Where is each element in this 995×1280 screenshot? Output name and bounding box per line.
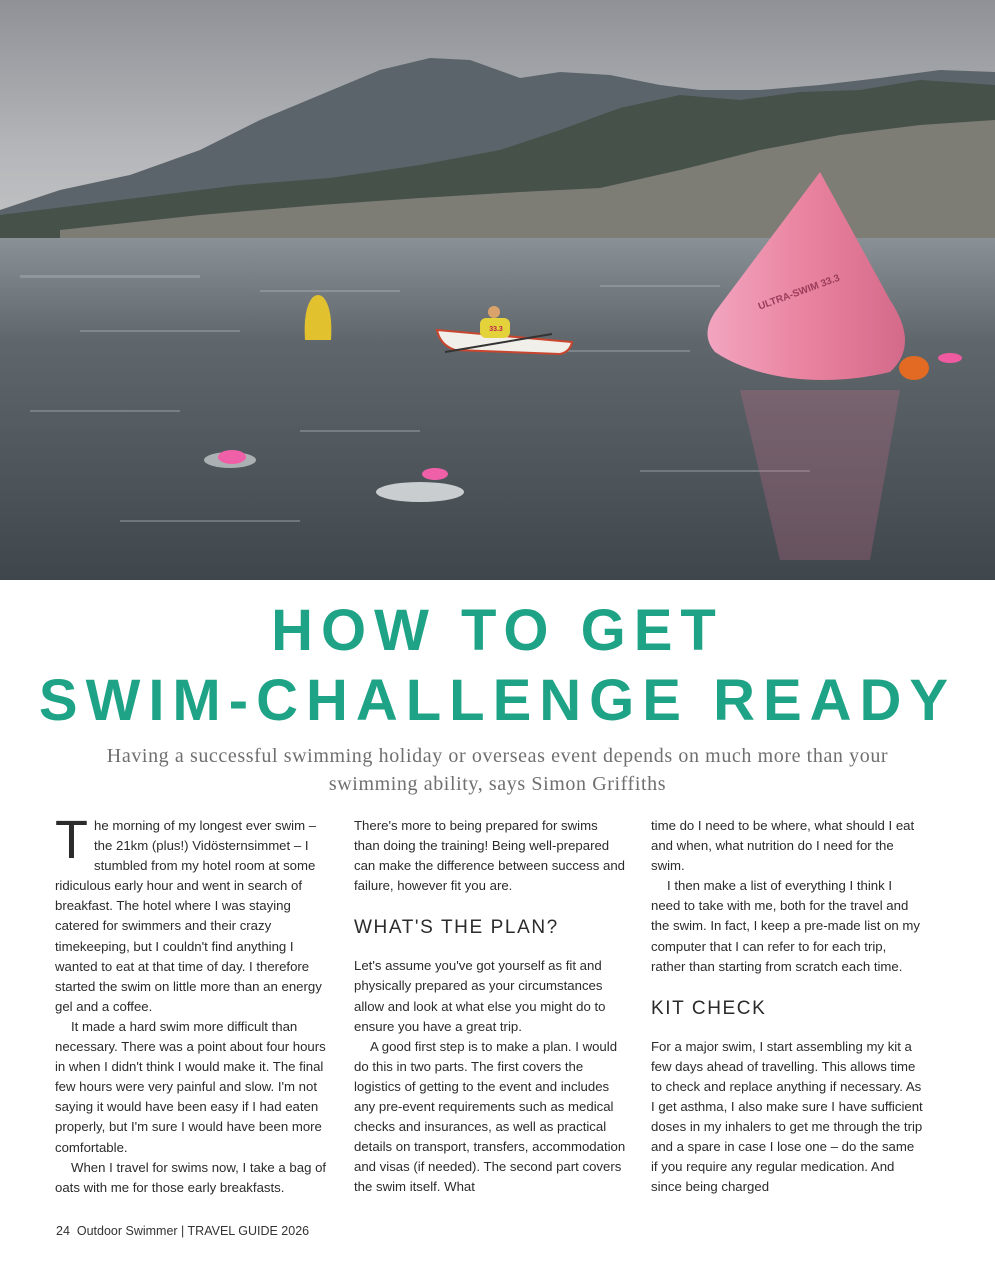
swimmer-cap-1: [218, 450, 246, 464]
title-line-1: HOW TO GET: [271, 598, 724, 663]
swimmer-cap-far: [938, 353, 962, 363]
article-standfirst: Having a successful swimming holiday or overseas event depends on much more than your swimming ability, says Simon Griffiths: [106, 745, 889, 795]
paragraph: Let's assume you've got yourself as fit and physically prepared as your circumstances allow and look at what else you might do to ensure you have a great trip.: [354, 958, 606, 1034]
swimmer-cap-2: [422, 468, 448, 480]
paragraph: A good first step is to make a plan. I would do this in two parts. The first covers the logistics of getting to the event and includes any pre-event requirements such as medical checks and insurances, as well as practical details on transport, transfers, accommodation and visas (if needed). The second part covers the swim itself. What: [354, 1038, 626, 1195]
hero-photo: [0, 0, 995, 580]
paragraph: There's more to being prepared for swims than doing the training! Being well-prepared can make the difference between success and failure, however fit you are.: [354, 818, 626, 894]
seascape-illustration: [0, 0, 995, 580]
paragraph: he morning of my longest ever swim – the 21km (plus!) Vidösternsimmet – I stumbled from my hotel room at some ridiculous early hour and went in search of breakfast. The hotel where I was staying catered for swimmers and their crazy timekeeping, but I couldn't find anything I wanted to eat at that time of day. I therefore started the swim on little more than an energy gel and a coffee.: [55, 818, 322, 1014]
paragraph: When I travel for swims now, I take a bag of oats with me for those early breakfasts.: [55, 1159, 327, 1195]
kayaker-head: [488, 306, 500, 318]
orange-buoy: [899, 356, 929, 380]
paragraph: I then make a list of everything I think I need to take with me, both for the travel and the swim. In fact, I keep a pre-made list on my computer that I can refer to for each trip, rather than starting from scratch each time.: [651, 878, 920, 974]
paragraph: It made a hard swim more difficult than necessary. There was a point about four hours in when I didn't think I would make it. The final few hours were very painful and slow. I'm not saying it would have been easy if I had eaten properly, but I'm sure I would have been more comfortable.: [55, 1018, 326, 1155]
paragraph: For a major swim, I start assembling my kit a few days ahead of travelling. This allows time to check and replace anything if necessary. As I get asthma, I also make sure I have sufficient doses in my inhalers to get me through the trip and a spare in case I lose one – do the same if you require any regular medication. And since being charged: [651, 1038, 923, 1195]
article-title: [0, 596, 995, 736]
article-body: [55, 810, 935, 1196]
section-heading: KIT CHECK: [651, 997, 767, 1019]
buoy-label: ULTRA-SWIM 33.3: [756, 272, 842, 313]
column-3: [651, 816, 923, 1198]
page-footer: 24 Outdoor Swimmer | TRAVEL GUIDE 2026: [56, 1224, 310, 1238]
paragraph: time do I need to be where, what should I eat and when, what nutrition do I need for the swim.: [651, 818, 915, 874]
drop-cap: T: [55, 810, 88, 870]
column-2: [354, 816, 626, 1198]
splash-2: [376, 482, 464, 502]
column-1: [55, 810, 327, 1198]
section-heading: WHAT'S THE PLAN?: [354, 917, 559, 939]
kayak-number: 33.3: [489, 326, 503, 333]
title-line-2: SWIM-CHALLENGE READY: [38, 668, 957, 733]
